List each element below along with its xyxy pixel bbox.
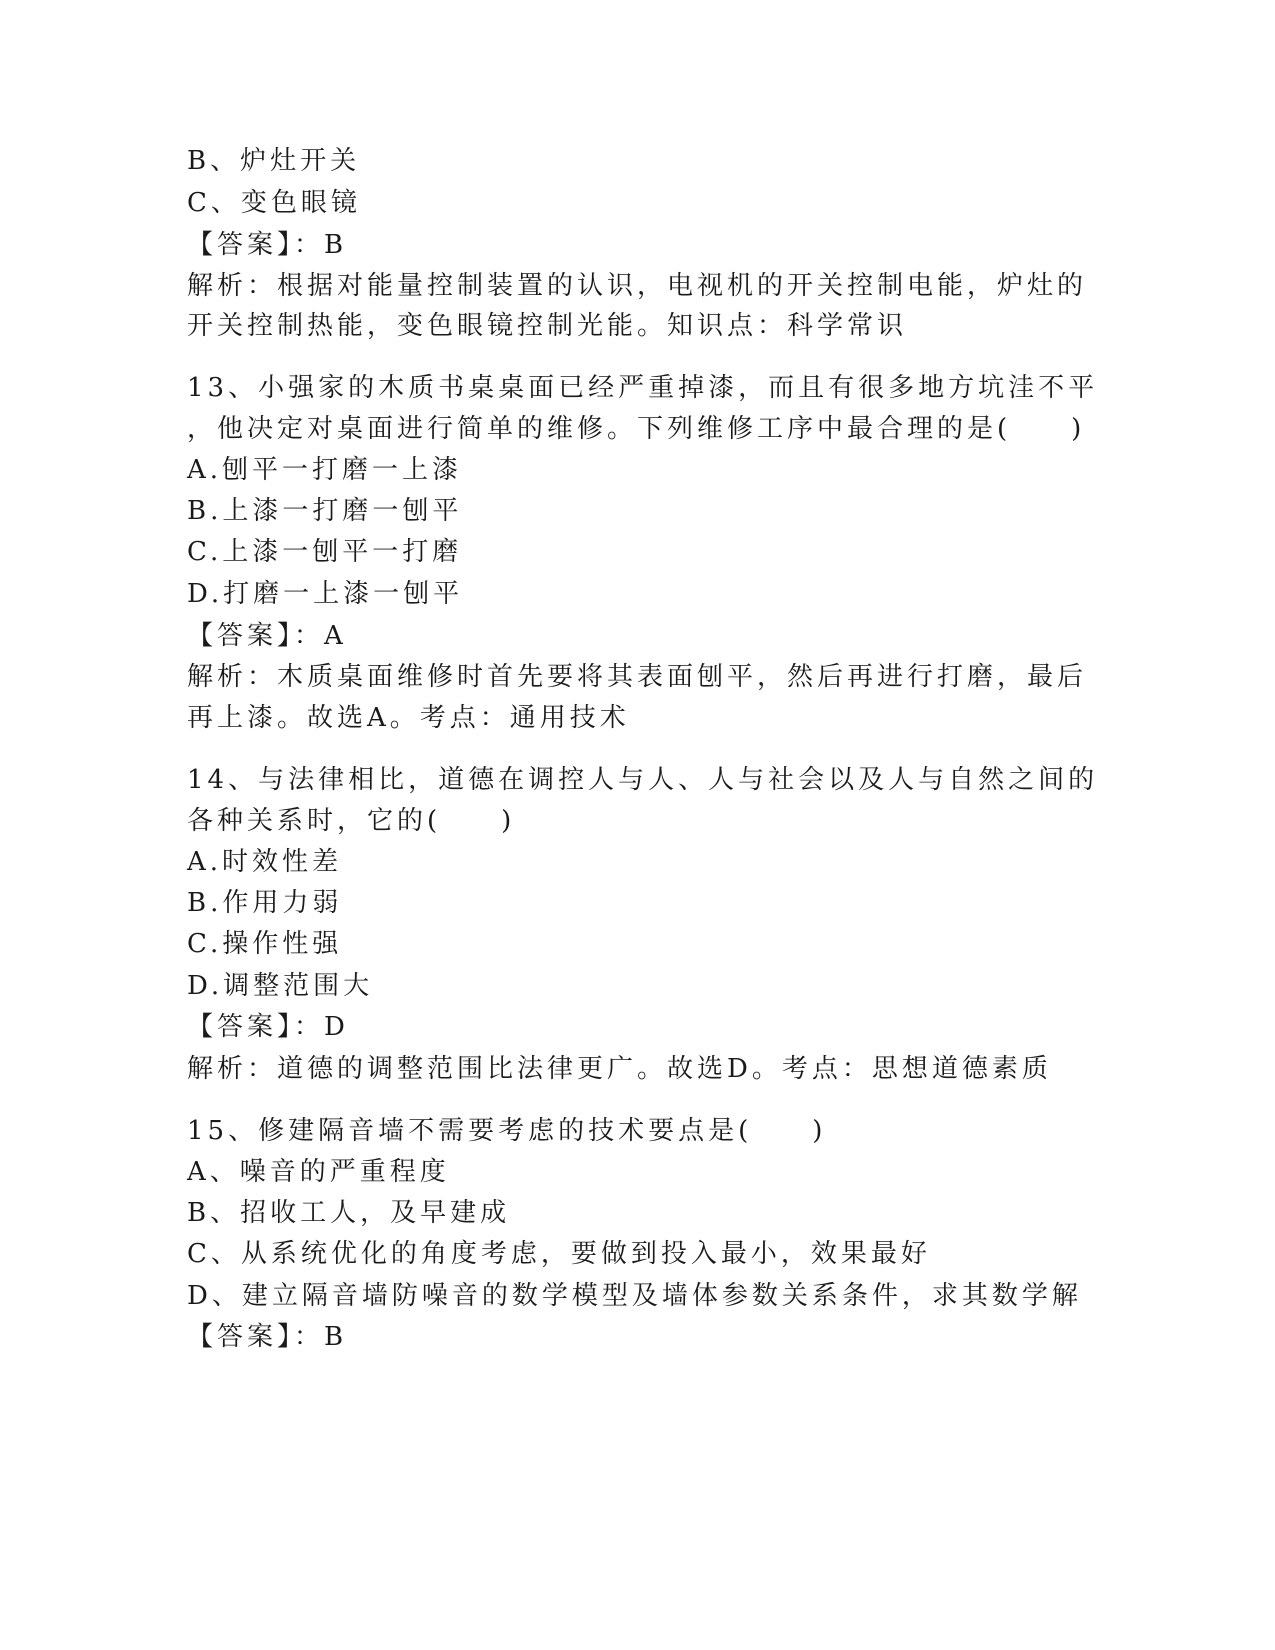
q13-option-a: A.刨平一打磨一上漆 (187, 455, 463, 485)
q14-option-a: A.时效性差 (187, 847, 343, 877)
q14-option-d: D.调整范围大 (187, 971, 374, 1001)
q13-stem-line-1: 13、小强家的木质书桌桌面已经严重掉漆，而且有很多地方坑洼不平 (187, 373, 1099, 403)
q13-option-d: D.打磨一上漆一刨平 (187, 579, 464, 609)
q13-option-b: B.上漆一打磨一刨平 (187, 496, 463, 526)
q15-option-b: B、招收工人，及早建成 (187, 1198, 511, 1228)
q12-analysis-line-1: 解析：根据对能量控制装置的认识，电视机的开关控制电能，炉灶的 (187, 271, 1088, 301)
q14-option-b: B.作用力弱 (187, 888, 343, 918)
q12-option-c: C、变色眼镜 (187, 188, 361, 218)
q15-option-a: A、噪音的严重程度 (187, 1157, 450, 1187)
q13-analysis-line-2: 再上漆。故选A。考点：通用技术 (187, 703, 630, 733)
q13-answer: 【答案】：A (187, 621, 347, 651)
q15-option-d: D、建立隔音墙防噪音的数学模型及墙体参数关系条件，求其数学解 (187, 1281, 1082, 1311)
q13-analysis-line-1: 解析：木质桌面维修时首先要将其表面刨平，然后再进行打磨，最后 (187, 662, 1088, 692)
q13-stem-line-2: ，他决定对桌面进行简单的维修。下列维修工序中最合理的是( ) (187, 414, 1086, 444)
q14-stem-line-1: 14、与法律相比，道德在调控人与人、人与社会以及人与自然之间的 (187, 765, 1099, 795)
q15-option-c: C、从系统优化的角度考虑，要做到投入最小，效果最好 (187, 1239, 931, 1269)
q15-answer: 【答案】：B (187, 1322, 348, 1352)
q14-analysis-line-1: 解析：道德的调整范围比法律更广。故选D。考点：思想道德素质 (187, 1054, 1052, 1084)
q12-analysis-line-2: 开关控制热能，变色眼镜控制光能。知识点：科学常识 (187, 311, 908, 341)
q14-answer: 【答案】：D (187, 1012, 349, 1042)
q12-option-b: B、炉灶开关 (187, 146, 361, 176)
q12-answer: 【答案】：B (187, 230, 348, 260)
q14-option-c: C.操作性强 (187, 929, 343, 959)
q15-stem-line-1: 15、修建隔音墙不需要考虑的技术要点是( ) (187, 1116, 827, 1146)
q13-option-c: C.上漆一刨平一打磨 (187, 537, 463, 567)
q14-stem-line-2: 各种关系时，它的( ) (187, 806, 516, 836)
